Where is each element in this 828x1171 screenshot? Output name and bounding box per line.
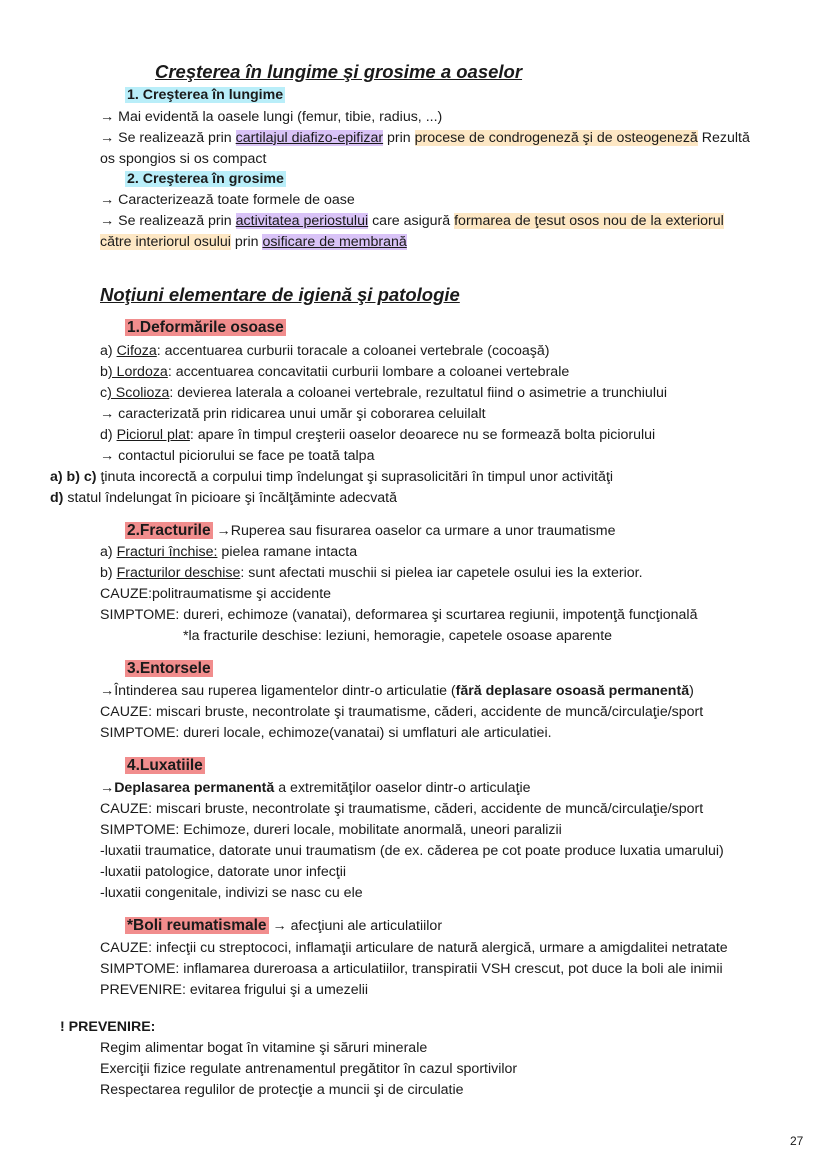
term-underlined: Piciorul plat	[116, 427, 190, 443]
text-line	[100, 233, 407, 252]
highlight-phrase: procese de condrogeneză şi de osteogeneză	[414, 130, 698, 146]
text-span: prin	[230, 234, 263, 250]
text-line	[100, 779, 531, 798]
text-line: *la fracturile deschise: leziuni, hemoragie, capetele osoase aparente	[183, 628, 613, 644]
text-line: SIMPTOME: dureri locale, echimoze(vanatai) si umflaturi ale articulatiei.	[100, 725, 552, 741]
highlight-term: cartilajul diafizo-epifizar	[235, 130, 384, 146]
text-span: prin	[383, 130, 415, 146]
text-line: Respectarea regulilor de protecţie a muncii şi de circulatie	[100, 1082, 464, 1098]
text-span: : devierea laterala a coloanei vertebrale, rezultatul fiind o asimetrie a trunchiului	[169, 385, 668, 401]
bold-label: d)	[50, 490, 64, 506]
heading-highlight: 4.Luxatiile	[127, 757, 203, 774]
heading-highlight: 3.Entorsele	[127, 660, 211, 677]
subheading-length-growth	[125, 86, 285, 105]
text-span: a extremităţilor oaselor dintr-o articulaţie	[274, 780, 531, 796]
bold-phrase: fără deplasare osoasă permanentă	[455, 683, 690, 699]
page-number: 27	[790, 1134, 804, 1148]
text-line	[100, 543, 357, 562]
text-line: -luxatii congenitale, indivizi se nasc cu ele	[100, 885, 363, 901]
text-line: CAUZE: infecţii cu streptococi, inflamaţii articulare de natură alergică, urmare a amigdalitei netratate	[100, 940, 728, 956]
text-line	[100, 384, 667, 403]
text-span: d)	[100, 427, 117, 443]
text-span: → afecţiuni ale articulatiilor	[268, 918, 443, 934]
text-line	[100, 564, 643, 583]
text-span: a)	[100, 343, 117, 359]
text-line: SIMPTOME: inflamarea dureroasa a articulatiilor, transpiratii VSH crescut, pot duce la boli ale inimii	[100, 961, 723, 977]
term-underlined: Fracturi închise:	[116, 544, 218, 560]
text-span: care asigură	[368, 213, 455, 229]
term-underlined: Fracturilor deschise	[116, 565, 241, 581]
text-line: -luxatii patologice, datorate unor infecţii	[100, 864, 347, 880]
subheading-fractures	[125, 521, 616, 541]
heading-highlight: 2. Creşterea în grosime	[127, 171, 284, 187]
prevention-heading: ! PREVENIRE:	[60, 1019, 156, 1035]
highlight-term: activitatea periostului	[235, 213, 369, 229]
heading-highlight: 1.Deformările osoase	[127, 319, 284, 336]
text-span: statul îndelungat în picioare şi încălţăminte adecvată	[63, 490, 398, 506]
text-line: CAUZE: miscari bruste, necontrolate şi traumatisme, căderi, accidente de muncă/circulaţie/sport	[100, 704, 704, 720]
text-line	[100, 426, 655, 445]
term-underlined: ) Lordoza	[107, 364, 168, 380]
text-span: )	[689, 683, 694, 699]
text-line: → Caracterizează toate formele de oase	[100, 192, 355, 208]
highlight-phrase: către interiorul osului	[100, 234, 231, 250]
text-line: SIMPTOME: dureri, echimoze (vanatai), deformarea şi scurtarea regiunii, impotenţă funcţională	[100, 607, 698, 623]
text-span: a)	[100, 544, 117, 560]
text-line	[50, 489, 397, 508]
text-line: Regim alimentar bogat în vitamine şi săruri minerale	[100, 1040, 428, 1056]
subheading-sprains	[125, 659, 213, 679]
text-line: CAUZE:politraumatisme şi accidente	[100, 586, 332, 602]
highlight-term: osificare de membrană	[262, 234, 407, 250]
text-span: : sunt afectati muschii si pielea iar capetele osului ies la exterior.	[240, 565, 643, 581]
text-line: → Mai evidentă la oasele lungi (femur, tibie, radius, ...)	[100, 109, 443, 125]
text-line	[100, 682, 694, 701]
text-span: ţinuta incorectă a corpului timp îndelungat şi suprasolicitări în timpul unor activităţi	[96, 469, 614, 485]
text-line: → caracterizată prin ridicarea unui umăr şi coborarea celuilalt	[100, 406, 486, 422]
text-line: Exerciţii fizice regulate antrenamentul pregătitor în cazul sportivilor	[100, 1061, 518, 1077]
subheading-dislocations	[125, 756, 205, 776]
text-span: : accentuarea curburii toracale a coloanei vertebrale (cocoaşă)	[156, 343, 550, 359]
text-span: →	[100, 780, 115, 796]
section-title-hygiene: Noţiuni elementare de igienă şi patologie	[100, 284, 460, 305]
term-underlined: Cifoza	[116, 343, 157, 359]
text-line: -luxatii traumatice, datorate unui traumatism (de ex. căderea pe cot poate produce luxatia umarului)	[100, 843, 724, 859]
text-line: → contactul piciorului se face pe toată talpa	[100, 448, 375, 464]
subheading-deformities	[125, 318, 286, 338]
heading-highlight: 1. Creşterea în lungime	[127, 87, 284, 103]
text-line: CAUZE: miscari bruste, necontrolate şi traumatisme, căderi, accidente de muncă/circulaţie/sport	[100, 801, 704, 817]
text-span: → Se realizează prin	[100, 130, 236, 146]
text-line: SIMPTOME: Echimoze, dureri locale, mobilitate anormală, uneori paralizii	[100, 822, 562, 838]
section-title-growth: Creşterea în lungime şi grosime a oaselor	[155, 61, 523, 82]
text-span: pielea ramane intacta	[217, 544, 358, 560]
text-span: b)	[100, 565, 117, 581]
subheading-rheumatism	[125, 916, 442, 936]
text-line: PREVENIRE: evitarea frigului şi a umezelii	[100, 982, 369, 998]
subheading-thickness-growth	[125, 170, 286, 189]
text-line	[100, 342, 550, 361]
heading-highlight: *Boli reumatismale	[127, 917, 267, 934]
heading-highlight: 2.Fracturile	[127, 522, 211, 539]
text-line	[100, 212, 724, 231]
text-line	[100, 129, 750, 148]
text-span: →Ruperea sau fisurarea oaselor ca urmare a unor traumatisme	[212, 523, 616, 539]
text-span: b	[100, 364, 108, 380]
text-span: c	[100, 385, 108, 401]
text-line	[100, 363, 569, 382]
text-span: → Se realizează prin	[100, 213, 236, 229]
text-span: : apare în timpul creşterii oaselor deoarece nu se formează bolta piciorului	[189, 427, 656, 443]
bold-label: a) b) c)	[50, 469, 97, 485]
text-line: os spongios si os compact	[100, 151, 267, 167]
bold-phrase: Deplasarea permanentă	[114, 780, 275, 796]
text-span: →Întinderea sau ruperea ligamentelor dintr-o articulatie (	[100, 683, 456, 699]
highlight-phrase: formarea de ţesut osos nou de la exteriorul	[454, 213, 724, 229]
term-underlined: ) Scolioza	[107, 385, 170, 401]
text-span: Rezultă	[697, 130, 750, 146]
text-line	[50, 468, 613, 487]
text-span: : accentuarea concavitatii curburii lombare a coloanei vertebrale	[167, 364, 570, 380]
